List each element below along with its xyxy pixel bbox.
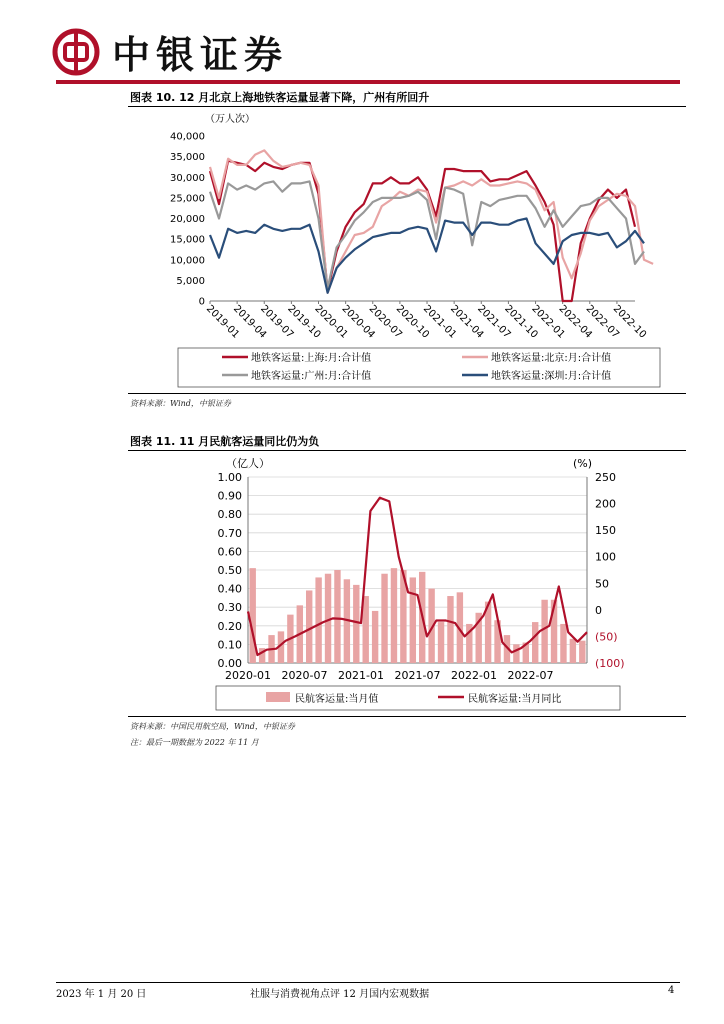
y-tick-label: 40,000 (170, 131, 205, 143)
bar (560, 624, 566, 663)
legend-label: 地铁客运量:上海:月:合计值 (251, 353, 372, 364)
bar (570, 639, 576, 663)
y-tick-label: 25,000 (170, 193, 205, 205)
x-tick-label: 2019-04 (231, 303, 269, 341)
x-tick-label: 2021-07 (475, 303, 513, 341)
footer-report-title: 社服与消费视角点评 12 月国内宏观数据 (250, 989, 430, 1000)
bar (579, 641, 585, 663)
y-tick-label: 35,000 (170, 152, 205, 164)
x-tick-label: 2021-04 (448, 303, 486, 341)
legend-label: 地铁客运量:深圳:月:合计值 (491, 371, 612, 382)
y-tick-label: 0 (198, 296, 205, 308)
bar (315, 577, 321, 663)
y-tick-label: 20,000 (170, 214, 205, 225)
bar (353, 585, 359, 663)
bar (447, 596, 453, 663)
x-tick-label: 2021-01 (338, 669, 384, 682)
right-tick-label: (50) (595, 630, 618, 644)
y-tick-label: 5,000 (176, 275, 205, 287)
right-tick-label: 100 (595, 550, 616, 564)
figure11-title: 图表 11. 11 月民航客运量同比仍为负 (130, 435, 320, 448)
right-tick-label: 0 (595, 603, 602, 617)
bank-of-china-logo-icon (52, 28, 100, 76)
y-tick-label: 15,000 (170, 234, 205, 246)
left-tick-label: 0.00 (217, 657, 242, 670)
bar (372, 611, 378, 663)
bar (438, 622, 444, 663)
left-tick-label: 0.70 (217, 526, 242, 540)
brand-name: 中银证券 (112, 32, 289, 77)
left-tick-label: 0.30 (217, 601, 242, 615)
left-tick-label: 0.20 (217, 619, 242, 633)
left-tick-label: 0.50 (217, 564, 242, 577)
bar (306, 590, 312, 663)
legend-label: 民航客运量:当月同比 (468, 694, 562, 705)
legend-swatch-bar (266, 692, 290, 702)
right-unit-label: (%) (573, 457, 593, 470)
left-tick-label: 0.90 (217, 489, 242, 503)
bar (513, 644, 519, 663)
figure10-title: 图表 10. 12 月北京上海地铁客运量显著下降，广州有所回升 (130, 91, 430, 104)
metro-ridership-chart (130, 108, 686, 392)
footer-date: 2023 年 1 月 20 日 (56, 989, 147, 1000)
x-tick-label: 2022-04 (556, 303, 594, 341)
left-tick-label: 0.60 (217, 545, 242, 559)
figure10-bottom-rule (128, 393, 686, 394)
header-divider (56, 80, 680, 84)
bar (334, 570, 340, 663)
figure10-top-rule (128, 106, 686, 107)
y-unit-label: （万人次） (205, 114, 255, 125)
x-tick-label: 2021-07 (394, 669, 441, 682)
legend-label: 地铁客运量:广州:月:合计值 (251, 371, 372, 382)
legend-label: 民航客运量:当月值 (295, 694, 379, 705)
bar (410, 577, 416, 663)
figure11-source: 资料来源：中国民用航空局，Wind，中银证券 (130, 722, 295, 731)
left-tick-label: 0.10 (217, 638, 242, 652)
bar (391, 568, 397, 663)
right-tick-label: (100) (595, 657, 625, 670)
left-tick-label: 1.00 (217, 471, 242, 484)
footer-divider (56, 982, 680, 983)
x-tick-label: 2022-10 (610, 303, 649, 341)
x-tick-label: 2022-07 (507, 669, 554, 682)
x-tick-label: 2020-07 (366, 303, 404, 341)
x-tick-label: 2021-01 (420, 303, 459, 341)
right-tick-label: 250 (595, 471, 616, 484)
civil-aviation-chart (130, 452, 686, 714)
left-tick-label: 0.40 (217, 582, 242, 596)
x-tick-label: 2022-01 (451, 669, 497, 682)
figure10-source: 资料来源：Wind，中银证券 (130, 399, 231, 408)
legend-label: 地铁客运量:北京:月:合计值 (491, 353, 612, 364)
x-tick-label: 2020-04 (339, 303, 377, 341)
figure11-top-rule (128, 450, 686, 451)
left-tick-label: 0.80 (217, 508, 242, 522)
x-tick-label: 2019-07 (258, 303, 296, 341)
figure11-bottom-rule (128, 716, 686, 717)
right-tick-label: 200 (595, 497, 616, 511)
x-tick-label: 2020-01 (225, 669, 271, 682)
x-tick-label: 2022-01 (529, 303, 567, 341)
x-tick-label: 2021-10 (502, 303, 540, 341)
x-tick-label: 2019-10 (285, 303, 323, 341)
y-tick-label: 30,000 (170, 172, 205, 184)
figure11-note: 注：最后一期数据为 2022 年 11 月 (130, 738, 259, 747)
bar (381, 574, 387, 663)
page-number: 4 (668, 985, 675, 996)
x-tick-label: 2022-07 (583, 303, 621, 341)
x-tick-label: 2019-01 (203, 303, 242, 341)
x-tick-label: 2020-07 (281, 669, 328, 682)
left-unit-label: （亿人） (226, 457, 270, 470)
x-tick-label: 2020-10 (393, 303, 432, 341)
y-tick-label: 10,000 (170, 255, 205, 267)
right-tick-label: 150 (595, 524, 616, 538)
bar (541, 600, 547, 663)
bar (532, 622, 538, 663)
series-line-3 (210, 181, 644, 288)
x-tick-label: 2020-01 (312, 303, 350, 341)
right-tick-label: 50 (595, 577, 609, 591)
